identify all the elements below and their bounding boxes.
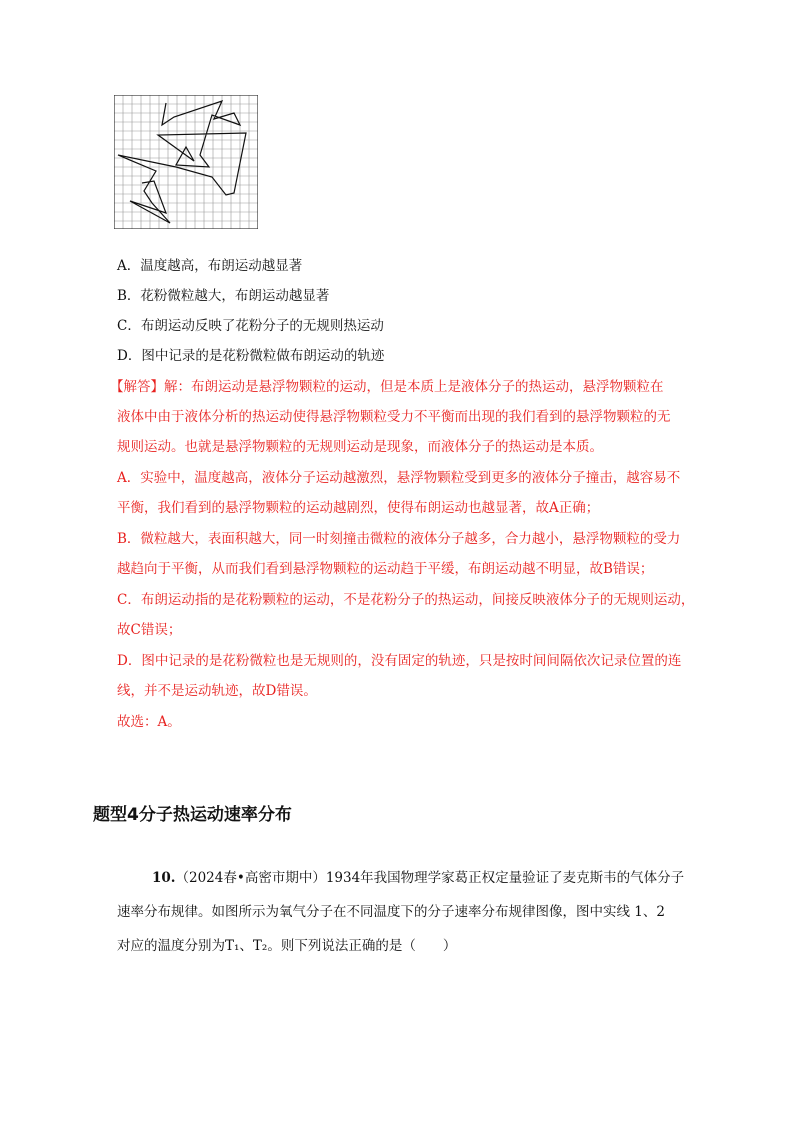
particle-trajectory (118, 101, 246, 223)
question-10-text-1: （2024春•高密市期中）1934年我国物理学家葛正权定量验证了麦克斯韦的气体分子 (175, 870, 685, 886)
answer-intro-text-1: 解：布朗运动是悬浮物颗粒的运动，但是本质上是液体分子的热运动，悬浮物颗粒在 (164, 379, 664, 395)
answer-tag: 【解答】 (110, 379, 164, 395)
answer-choice: 故选：A。 (117, 714, 181, 730)
answer-c-line-1: C．布朗运动指的是花粉颗粒的运动，不是花粉分子的热运动，间接反映液体分子的无规则运动， (117, 592, 695, 608)
answer-c-line-2: 故C错误； (117, 622, 182, 638)
question-number: 10. (152, 870, 176, 886)
option-d: D．图中记录的是花粉微粒做布朗运动的轨迹 (117, 348, 385, 364)
answer-intro-line-2: 液体中由于液体分析的热运动使得悬浮物颗粒受力不平衡而出现的我们看到的悬浮物颗粒的无 (117, 409, 671, 425)
answer-intro-line-3: 规则运动。也就是悬浮物颗粒的无规则运动是现象，而液体分子的热运动是本质。 (117, 439, 603, 455)
question-10-line-2: 速率分布规律。如图所示为氧气分子在不同温度下的分子速率分布规律图像，图中实线 1、2 (117, 904, 665, 920)
answer-d-line-1: D．图中记录的是花粉微粒也是无规则的，没有固定的轨迹，只是按时间间隔依次记录位置的连 (117, 653, 682, 669)
question-10-line-3: 对应的温度分别为T₁、T₂。则下列说法正确的是（ ） (117, 938, 457, 954)
brownian-motion-figure (114, 95, 258, 229)
answer-intro-line-1 (110, 377, 664, 397)
question-10-line-1 (152, 868, 684, 888)
answer-a-line-1: A．实验中，温度越高，液体分子运动越激烈，悬浮物颗粒受到更多的液体分子撞击，越容易不 (117, 470, 681, 486)
section-heading: 题型4分子热运动速率分布 (93, 805, 292, 825)
option-b: B．花粉微粒越大，布朗运动越显著 (117, 288, 330, 304)
grid-trajectory-diagram (114, 95, 258, 229)
answer-b-line-1: B．微粒越大，表面积越大，同一时刻撞击微粒的液体分子越多，合力越小，悬浮物颗粒的受力 (117, 531, 681, 547)
answer-d-line-2: 线，并不是运动轨迹，故D错误。 (117, 683, 317, 699)
answer-b-line-2: 越趋向于平衡，从而我们看到悬浮物颗粒的运动趋于平缓，布朗运动越不明显，故B错误； (117, 561, 654, 577)
option-a: A．温度越高，布朗运动越显著 (117, 258, 303, 274)
answer-a-line-2: 平衡，我们看到的悬浮物颗粒的运动越剧烈，使得布朗运动也越显著，故A正确； (117, 500, 600, 516)
option-c: C．布朗运动反映了花粉分子的无规则热运动 (117, 318, 384, 334)
